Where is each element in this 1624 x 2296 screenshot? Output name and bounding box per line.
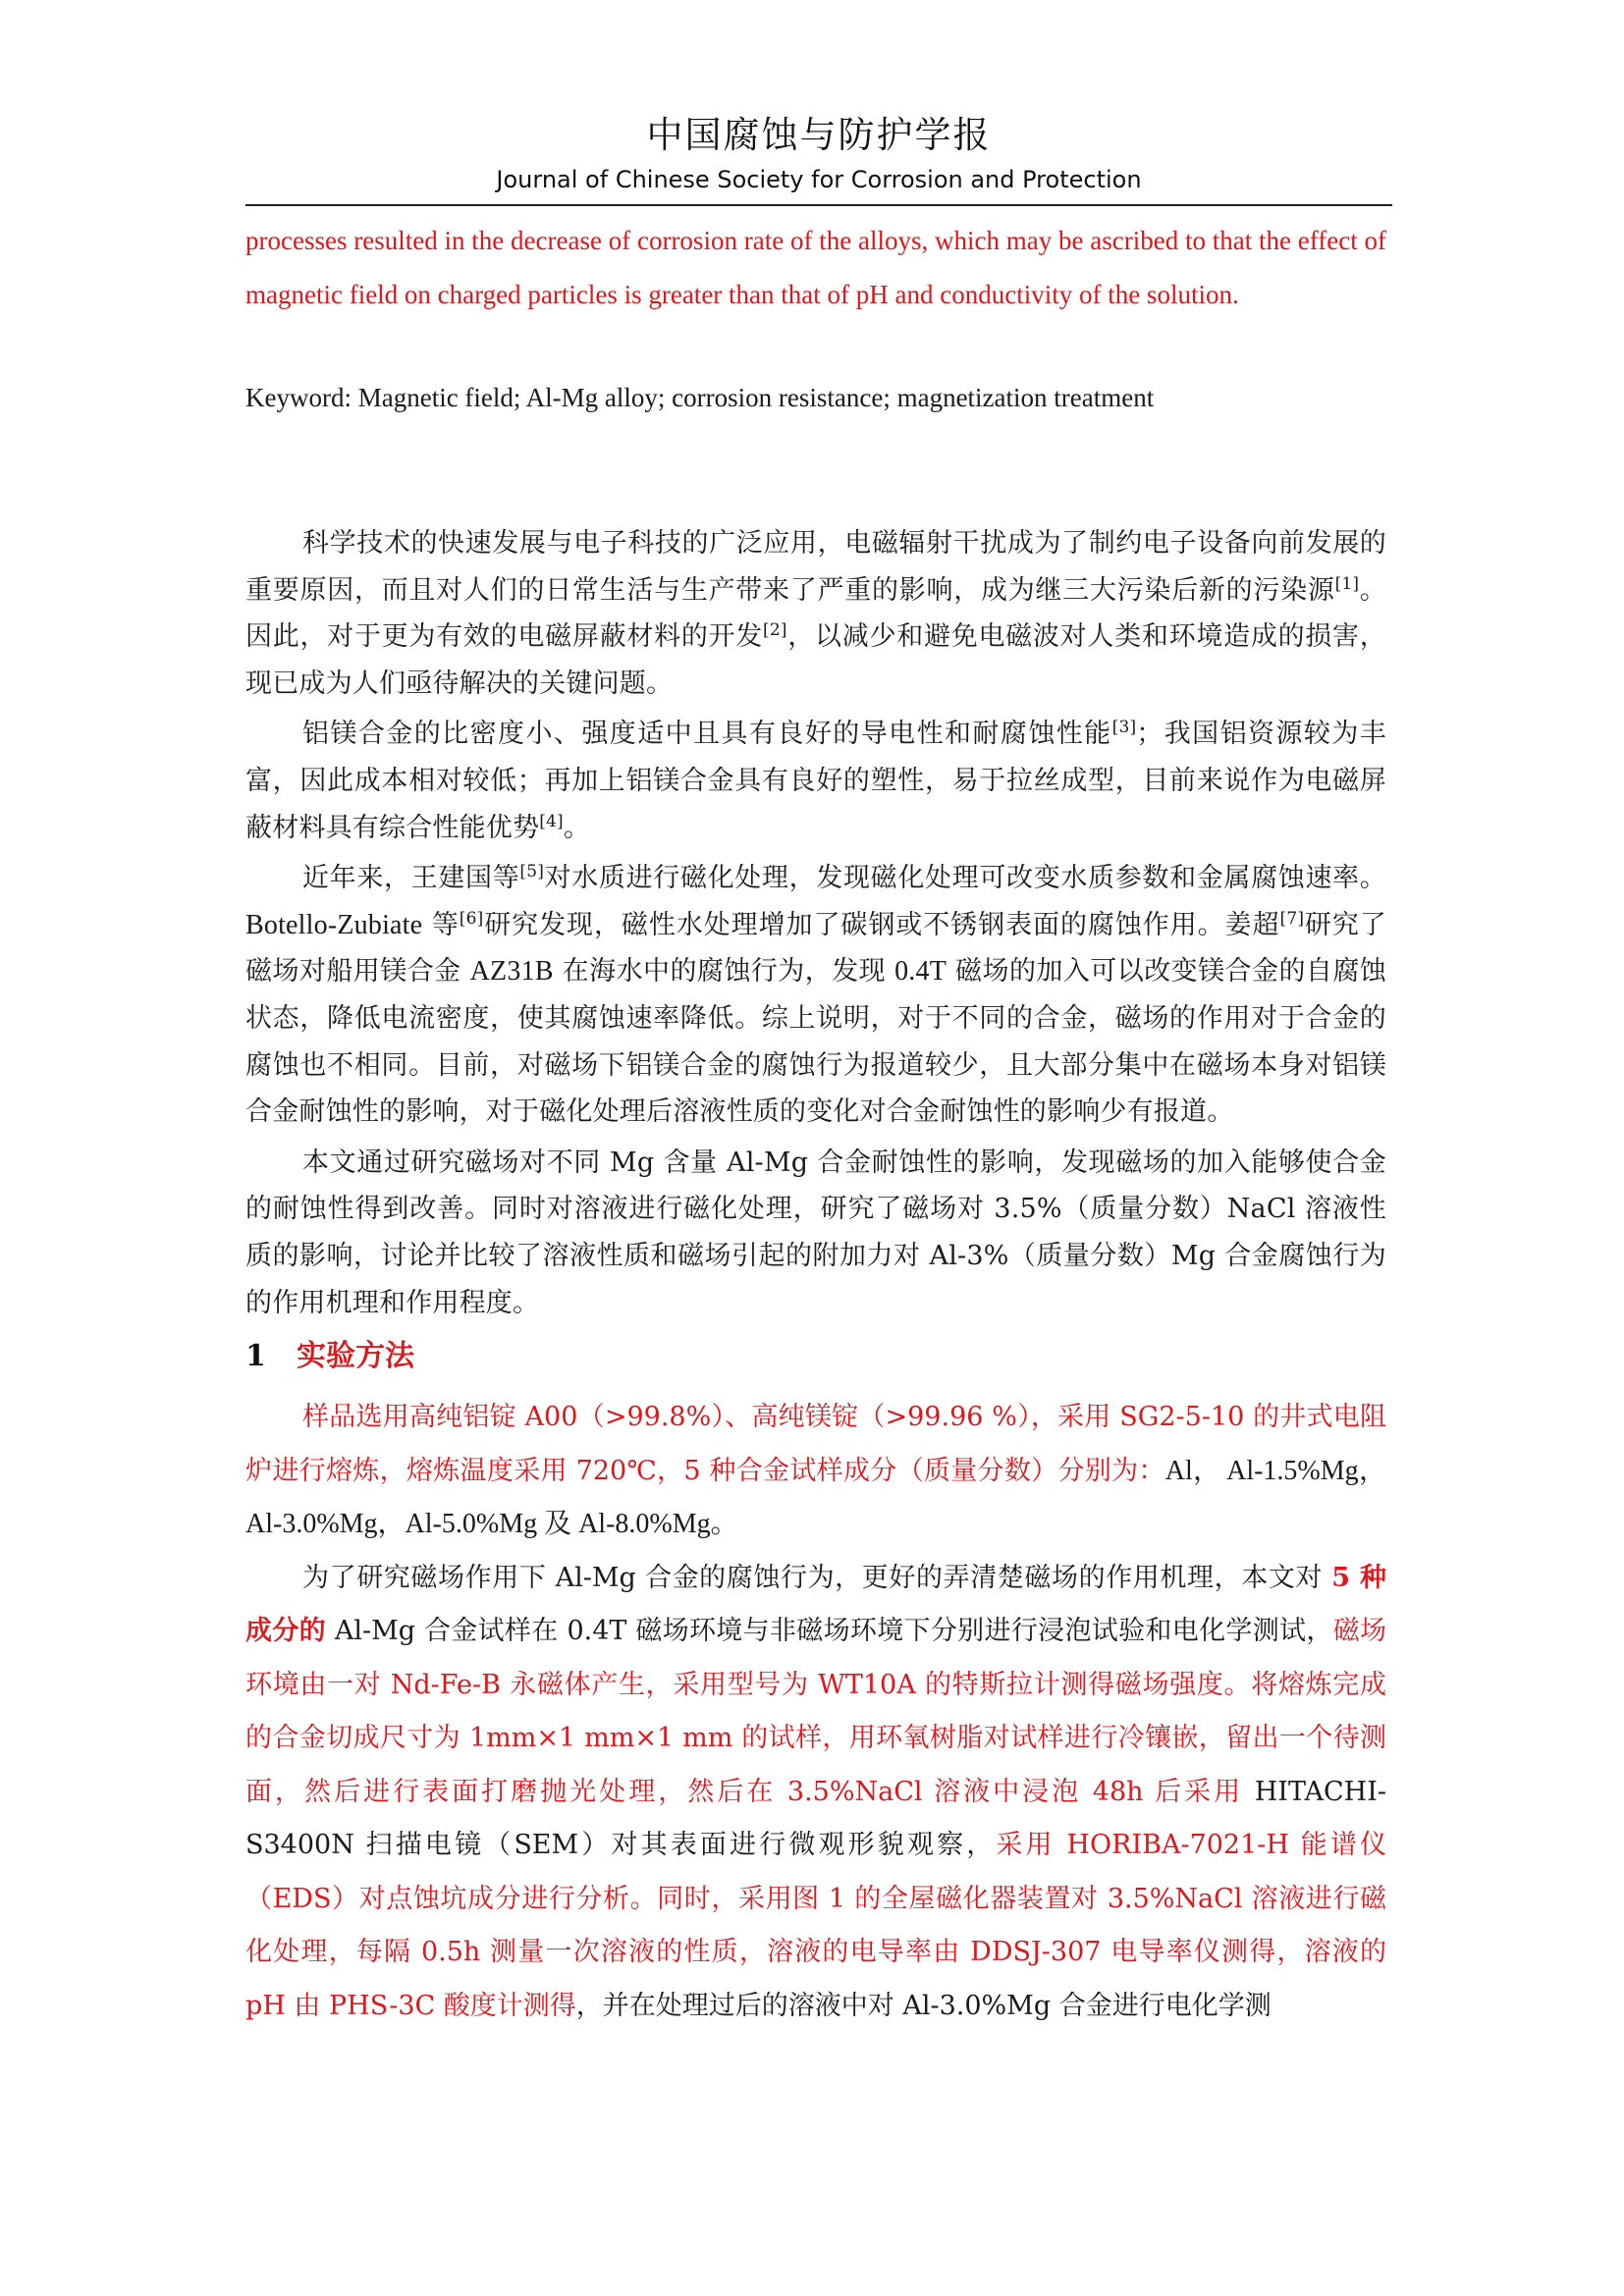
citation-ref: [7] [1279, 908, 1305, 929]
section-heading [245, 1330, 1386, 1383]
citation-ref: [3] [1111, 718, 1137, 738]
text-run: ，并在处理过后的溶液中对 Al-3.0%Mg 合金进行电化学测 [575, 1990, 1272, 2021]
highlighted-text: 5 种成分的 [245, 1562, 1387, 1647]
keywords-line: Keyword: Magnetic field; Al-Mg alloy; corrosion resistance; magnetization treatment [245, 383, 1155, 412]
methods-paragraph-2 [245, 1552, 1386, 2034]
intro-paragraph-3 [245, 855, 1386, 1136]
text-run: Al-Mg 合金试样在 0.4T 磁场环境与非磁场环境下分别进行浸泡试验和电化学测试， [325, 1616, 1333, 1647]
text-run: ；我国铝资源较为丰富，因此成本相对较低；再加上铝镁合金具有良好的塑性，易于拉丝成型，目前来说作为电磁屏蔽材料具有综合性能优势 [245, 719, 1386, 843]
citation-ref: [1] [1334, 573, 1360, 594]
text-run: Botello-Zubiate [245, 909, 423, 940]
citation-ref: [4] [539, 811, 564, 831]
text-run: HITACHI-S3400N 扫描电镜（SEM）对其表面进行微观形貌观察， [245, 1776, 1386, 1861]
article-body [245, 520, 1386, 2033]
highlighted-text: 样品选用高纯铝锭 A00（>99.8%）、高纯镁锭（>99.96 %），采用 SG2-5-10 的井式电阻炉进行熔炼，熔炼温度采用 720℃，5 种合金试样成分（质量分数）分别为： [245, 1402, 1386, 1486]
abstract-continuation: processes resulted in the decrease of corrosion rate of the alloys, which may be ascribed to that the effect of magnetic field on charged particles is greater than that of pH and conductivity of the solution. [245, 226, 1386, 309]
intro-paragraph-2 [245, 711, 1386, 851]
text-run: 。 [563, 812, 591, 843]
text-run: 研究了磁场对船用镁合金 [245, 909, 1386, 988]
text-run: 为了研究磁场作用下 Al-Mg 合金的腐蚀行为，更好的弄清楚磁场的作用机理，本文对 [302, 1562, 1332, 1593]
highlighted-text: 采用 HORIBA-7021-H 能谱仪（EDS）对点蚀坑成分进行分析。同时，采用图 1 的全屋磁化器装置对 3.5%NaCl 溶液进行磁化处理，每隔 0.5h 测量一次溶液的性质，溶液的电导率由 DDSJ-307 电导率仪测得，溶液的 pH 由 PHS-3C 酸度计测得 [245, 1830, 1386, 2021]
section-title: 实验方法 [297, 1339, 414, 1374]
text-run: 研究发现，磁性水处理增加了碳钢或不锈钢表面的腐蚀作用。姜超 [483, 909, 1280, 940]
text-run: 等 [422, 909, 460, 940]
text-run: 铝镁合金的比密度小、强度适中且具有良好的导电性和耐腐蚀性能 [302, 719, 1112, 750]
text-run: Al， Al-1.5%Mg，Al-3.0%Mg，Al-5.0%Mg 及 Al-8.0%Mg。 [245, 1455, 1386, 1540]
text-run: ，以减少和避免电磁波对人类和环境造成的损害，现已成为人们亟待解决的关键问题。 [245, 621, 1386, 699]
citation-ref: [6] [459, 908, 484, 929]
text-run: AZ31B [469, 956, 554, 988]
citation-ref: [5] [519, 862, 545, 882]
journal-title-english: Journal of Chinese Society for Corrosion and Protection [496, 166, 1142, 193]
citation-ref: [2] [763, 620, 787, 641]
text-run: 对水质进行磁化处理，发现磁化处理可改变水质参数和金属腐蚀速率。 [544, 863, 1386, 894]
header-divider [245, 204, 1392, 206]
text-run: 科学技术的快速发展与电子科技的广泛应用，电磁辐射干扰成为了制约电子设备向前发展的重要原因，而且对人们的日常生活与生产带来了严重的影响，成为继三大污染后新的污染源 [245, 528, 1386, 606]
journal-title-chinese: 中国腐蚀与防护学报 [646, 114, 992, 156]
text-run: 近年来，王建国等 [302, 863, 520, 894]
text-run: 。因此，对于更为有效的电磁屏蔽材料的开发 [245, 574, 1387, 653]
text-run: 磁场的加入可以改变镁合金的自腐蚀状态，降低电流密度，使其腐蚀速率降低。综上说明，对于不同的合金，磁场的作用对于合金的腐蚀也不相同。目前，对磁场下铝镁合金的腐蚀行为报道较少，且大部分集中在磁场本身对铝镁合金耐蚀性的影响，对于磁化处理后溶液性质的变化对合金耐蚀性的影响少有报道。 [245, 956, 1386, 1128]
methods-paragraph-1 [245, 1391, 1386, 1552]
text-run: 在海水中的腐蚀行为，发现 [553, 956, 895, 988]
intro-paragraph-4: 本文通过研究磁场对不同 Mg 含量 Al-Mg 合金耐蚀性的影响，发现磁场的加入能够使合金的耐蚀性得到改善。同时对溶液进行磁化处理，研究了磁场对 3.5%（质量分数）NaCl 溶液性质的影响，讨论并比较了溶液性质和磁场引起的附加力对 Al-3%（质量分数）Mg 合金腐蚀行为的作用机理和作用程度。 [245, 1147, 1386, 1318]
text-run: 0.4T [894, 956, 947, 988]
intro-paragraph-1 [245, 520, 1386, 707]
section-number: 1 [245, 1339, 266, 1374]
journal-header [245, 110, 1392, 196]
highlighted-text: 磁场环境由一对 Nd-Fe-B 永磁体产生，采用型号为 WT10A 的特斯拉计测得磁场强度。将熔炼完成的合金切成尺寸为 1mm×1 mm×1 mm 的试样，用环氧树脂对试样进行冷镶嵌，留出一个待测面，然后进行表面打磨抛光处理，然后在 3.5%NaCl 溶液中浸泡 48h 后采用 [245, 1616, 1387, 1807]
